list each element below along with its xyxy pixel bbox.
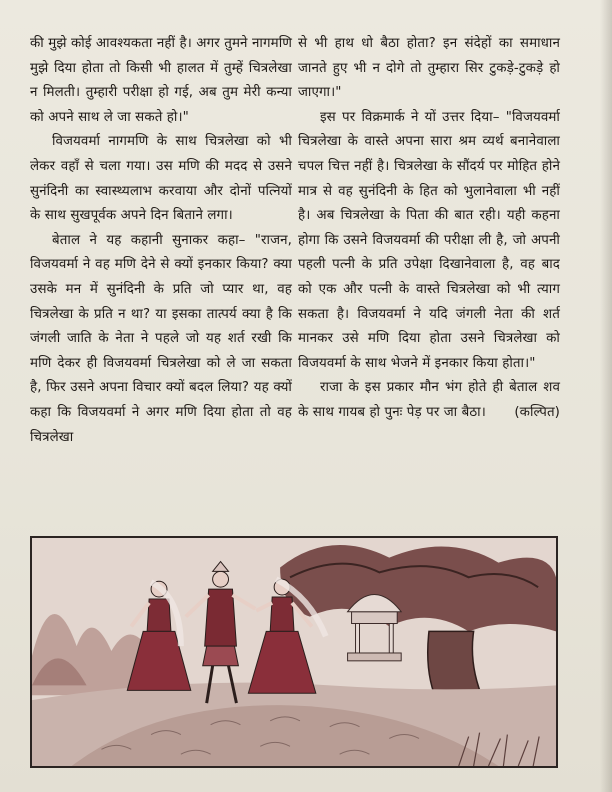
story-text bbox=[30, 32, 560, 527]
closing-sentence: राजा के इस प्रकार मौन भंग होते ही बेताल शव के साथ गायब हो पुनः पेड़ पर जा बैठा। bbox=[298, 380, 560, 420]
paragraph: से भी हाथ धो बैठा होता? इन संदेहों का समाधान जानते हुए भी न दोगे तो तुम्हारा सिर टुकड़े-टुकड़े हो जाएगा।" bbox=[298, 36, 560, 101]
page-edge-shadow bbox=[600, 0, 612, 792]
story-illustration bbox=[30, 536, 558, 768]
left-column bbox=[30, 32, 292, 527]
right-column bbox=[298, 32, 560, 527]
paragraph bbox=[298, 376, 560, 425]
paragraph: विजयवर्मा नागमणि के साथ चित्रलेखा को भी लेकर वहाँ से चला गया। उस मणि की मदद से उसने सुनंदिनी का स्वास्थ्यलाभ करवाया और दोनों पत्नियों के साथ सुखपूर्वक अपने दिन बिताने लगा। bbox=[30, 134, 292, 224]
paragraph: की मुझे कोई आवश्यकता नहीं है। अगर तुमने नागमणि मुझे दिया होता तो किसी भी हालत में तुम्हें चित्रलेखा न मिलती। तुम्हारी परीक्षा हो गई, अब तुम मेरी कन्या को अपने साथ ले जा सकते हो।" bbox=[30, 36, 292, 125]
story-credit: (कल्पित) bbox=[514, 404, 560, 420]
illustration-drawing bbox=[32, 538, 556, 766]
paragraph: बेताल ने यह कहानी सुनाकर कहा– "राजन, विजयवर्मा ने वह मणि देने से क्यों इनकार किया? क्या उसके मन में सुनंदिनी के प्रति जो प्यार था, वह चित्रलेखा के प्रति न था? या इसका तात्पर्य क्या है कि जंगली जाति के नेता ने पहले जो यह शर्त रखी कि मणि देकर ही विजयवर्मा चित्रलेखा को ले जा सकता है, फिर उसने अपना विचार क्यों बदल लिया? यह क्यों कहा कि विजयवर्मा ने अगर मणि दिया होता तो वह चित्रलेखा bbox=[30, 232, 292, 445]
paragraph: इस पर विक्रमार्क ने यों उत्तर दिया– "विजयवर्मा चित्रलेखा के वास्ते अपना सारा श्रम व्यर्थ बनानेवाला चपल चित्त नहीं है। चित्रलेखा के सौंदर्य पर मोहित होने मात्र से वह सुनंदिनी के हित को भुलानेवाला भी नहीं है। अब चित्रलेखा के पिता की बात रही। यही कहना होगा कि उसने विजयवर्मा की परीक्षा ली है, जो अपनी पहली पत्नी के प्रति उपेक्षा दिखानेवाला है, वह बाद को एक और पत्नी के वास्ते चित्रलेखा को भी त्याग सकता है। विजयवर्मा ने यदि जंगली नेता की शर्त मानकर उसे मणि दिया होता उसने चित्रलेखा को विजयवर्मा के साथ भेजने में इनकार किया होता।" bbox=[298, 109, 560, 371]
